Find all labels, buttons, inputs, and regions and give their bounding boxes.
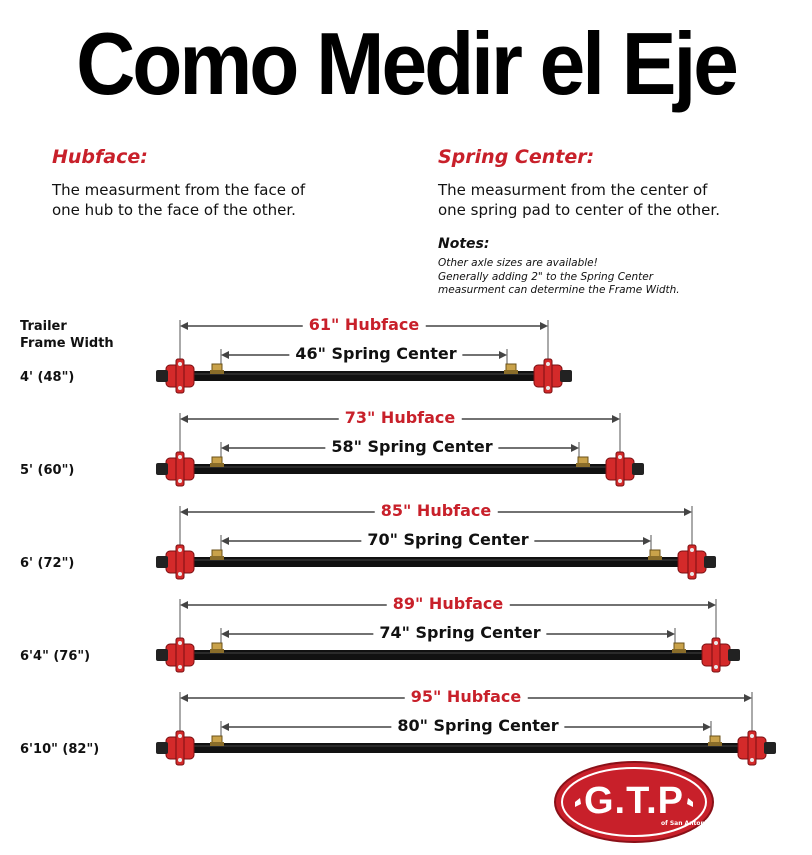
frame-width-header-line: Trailer — [20, 319, 67, 334]
right-hub-icon-cap — [764, 742, 776, 754]
left-hub-icon-lug-icon — [178, 665, 182, 669]
notes-heading: Notes: — [438, 236, 490, 252]
left-hub-icon-lug-icon — [178, 572, 182, 576]
left-hub-icon-cap — [156, 649, 168, 661]
hubface-dimension-line-arrowhead — [180, 508, 188, 516]
hubface-label: 61" Hubface — [303, 315, 426, 334]
left-hub-icon-lug-icon — [178, 479, 182, 483]
hubface-definition-line: The measurment from the face of — [52, 181, 306, 199]
spring-center-label: 80" Spring Center — [391, 716, 564, 735]
left-hub-icon-lug-icon — [178, 362, 182, 366]
hubface-label: 85" Hubface — [375, 501, 498, 520]
right-hub-icon-cap — [728, 649, 740, 661]
right-hub-icon-cap — [632, 463, 644, 475]
gtp-logo — [553, 760, 715, 844]
left-hub-icon-lug-icon — [178, 758, 182, 762]
hubface-definition-line: one hub to the face of the other. — [52, 201, 296, 219]
right-hub-icon-cap — [704, 556, 716, 568]
left-hub-icon-cap — [156, 556, 168, 568]
spring-center-label: 70" Spring Center — [361, 530, 534, 549]
spring-pad-icon-plate — [648, 556, 662, 560]
spring-dimension-line-arrowhead — [221, 351, 229, 359]
hubface-dimension-line-arrowhead — [744, 694, 752, 702]
spring-center-heading: Spring Center: — [438, 146, 595, 168]
spring-center-label: 74" Spring Center — [373, 623, 546, 642]
spring-dimension-line-arrowhead — [571, 444, 579, 452]
spring-dimension-line-arrowhead — [703, 723, 711, 731]
spring-pad-icon-plate — [210, 556, 224, 560]
hubface-label: 73" Hubface — [339, 408, 462, 427]
spring-pad-icon-plate — [210, 649, 224, 653]
spring-dimension-line-arrowhead — [221, 723, 229, 731]
spring-pad-icon-plate — [504, 370, 518, 374]
notes-line: Other axle sizes are available! — [438, 257, 598, 269]
right-hub-icon-lug-icon — [618, 455, 622, 459]
spring-dimension-line-arrowhead — [499, 351, 507, 359]
hubface-dimension-line-arrowhead — [180, 415, 188, 423]
logo-subtext: of San Antonio — [661, 820, 711, 827]
spring-center-definition-line: one spring pad to center of the other. — [438, 201, 720, 219]
right-hub-icon-lug-icon — [690, 548, 694, 552]
right-hub-icon-lug-icon — [546, 386, 550, 390]
spring-pad-icon-plate — [210, 370, 224, 374]
right-hub-icon-cap — [560, 370, 572, 382]
frame-width-label: 5' (60") — [20, 463, 75, 478]
frame-width-label: 6' (72") — [20, 556, 75, 571]
left-hub-icon-lug-icon — [178, 734, 182, 738]
hubface-dimension-line-arrowhead — [540, 322, 548, 330]
notes-line: Generally adding 2" to the Spring Center — [438, 271, 654, 283]
hubface-dimension-line-arrowhead — [708, 601, 716, 609]
spring-pad-icon-plate — [210, 742, 224, 746]
right-hub-icon-lug-icon — [690, 572, 694, 576]
spring-dimension-line-arrowhead — [643, 537, 651, 545]
hubface-dimension-line-arrowhead — [180, 694, 188, 702]
spring-center-label: 58" Spring Center — [325, 437, 498, 456]
spring-dimension-line-arrowhead — [221, 444, 229, 452]
frame-width-label: 6'10" (82") — [20, 742, 100, 757]
right-hub-icon-lug-icon — [546, 362, 550, 366]
spring-pad-icon-plate — [576, 463, 590, 467]
right-hub-icon-lug-icon — [750, 758, 754, 762]
left-hub-icon-cap — [156, 370, 168, 382]
hubface-heading: Hubface: — [52, 146, 148, 168]
spring-pad-icon-plate — [708, 742, 722, 746]
axle-tube — [160, 650, 736, 660]
left-hub-icon-lug-icon — [178, 455, 182, 459]
left-hub-icon-cap — [156, 742, 168, 754]
spring-center-definition-line: The measurment from the center of — [438, 181, 708, 199]
logo-text: G.T.P — [583, 780, 685, 822]
hubface-label: 95" Hubface — [405, 687, 528, 706]
frame-width-label: 4' (48") — [20, 370, 75, 385]
frame-width-label: 6'4" (76") — [20, 649, 91, 664]
right-hub-icon-lug-icon — [714, 641, 718, 645]
notes-line: measurment can determine the Frame Width. — [438, 284, 680, 296]
right-hub-icon-lug-icon — [714, 665, 718, 669]
frame-width-header-line: Frame Width — [20, 336, 114, 351]
axle-tube — [160, 743, 772, 753]
page-title: Como Medir el Eje — [76, 15, 736, 114]
left-hub-icon-lug-icon — [178, 641, 182, 645]
hubface-dimension-line-arrowhead — [612, 415, 620, 423]
hubface-label: 89" Hubface — [387, 594, 510, 613]
right-hub-icon-lug-icon — [618, 479, 622, 483]
spring-dimension-line-arrowhead — [667, 630, 675, 638]
hubface-dimension-line-arrowhead — [180, 601, 188, 609]
spring-dimension-line-arrowhead — [221, 630, 229, 638]
spring-pad-icon-plate — [672, 649, 686, 653]
spring-pad-icon-plate — [210, 463, 224, 467]
spring-dimension-line-arrowhead — [221, 537, 229, 545]
axle-tube — [160, 557, 712, 567]
left-hub-icon-lug-icon — [178, 386, 182, 390]
left-hub-icon-lug-icon — [178, 548, 182, 552]
hubface-dimension-line-arrowhead — [180, 322, 188, 330]
spring-center-label: 46" Spring Center — [289, 344, 462, 363]
left-hub-icon-cap — [156, 463, 168, 475]
right-hub-icon-lug-icon — [750, 734, 754, 738]
hubface-dimension-line-arrowhead — [684, 508, 692, 516]
axle-tube — [160, 464, 640, 474]
